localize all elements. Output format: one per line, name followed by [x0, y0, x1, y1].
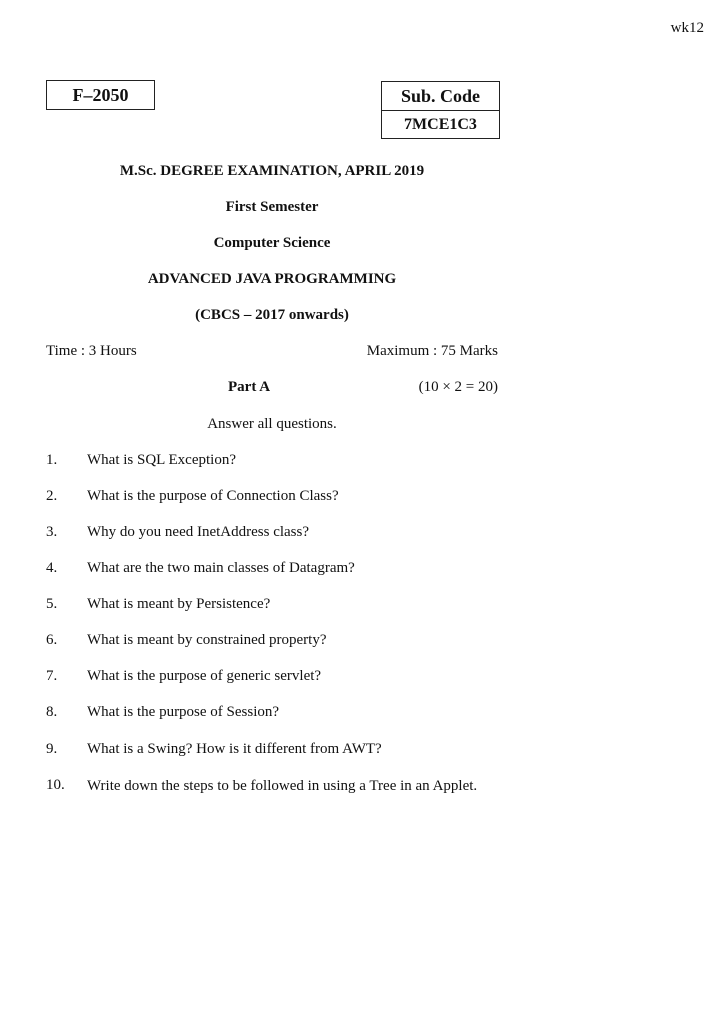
- question-number: 2.: [46, 488, 58, 504]
- question-text: What is meant by constrained property?: [87, 632, 327, 648]
- exam-title: M.Sc. DEGREE EXAMINATION, APRIL 2019: [119, 163, 425, 179]
- semester: First Semester: [225, 199, 319, 215]
- sub-code-box: [381, 81, 500, 139]
- question-text: What is the purpose of generic servlet?: [87, 668, 322, 684]
- question-text: What is a Swing? How is it different from AWT?: [87, 741, 382, 757]
- question-number: 7.: [46, 668, 58, 684]
- scheme: (CBCS – 2017 onwards): [195, 307, 349, 323]
- question-text: Write down the steps to be followed in using a Tree in an Applet.: [87, 778, 478, 794]
- question-text: What is the purpose of Session?: [87, 704, 280, 720]
- question-number: 3.: [46, 524, 58, 540]
- question-text: What is SQL Exception?: [87, 452, 236, 468]
- sub-code-value: 7MCE1C3: [404, 116, 477, 133]
- instruction: Answer all questions.: [207, 416, 337, 432]
- question-number: 8.: [46, 704, 58, 720]
- question-text: What is the purpose of Connection Class?: [87, 488, 339, 504]
- question-number: 6.: [46, 632, 58, 648]
- sub-code-label: Sub. Code: [382, 82, 499, 111]
- max-marks: Maximum : 75 Marks: [366, 343, 498, 359]
- part-title: Part A: [228, 379, 271, 395]
- department: Computer Science: [213, 235, 331, 251]
- exam-time: Time : 3 Hours: [46, 343, 137, 359]
- question-text: What is meant by Persistence?: [87, 596, 271, 612]
- watermark-code: wk12: [670, 20, 704, 36]
- question-text: What are the two main classes of Datagram?: [87, 560, 355, 576]
- course-title: ADVANCED JAVA PROGRAMMING: [147, 271, 397, 287]
- question-number: 9.: [46, 741, 58, 757]
- question-number: 5.: [46, 596, 58, 612]
- paper-code: F–2050: [72, 84, 129, 105]
- question-number: 10.: [46, 777, 65, 793]
- question-text: Why do you need InetAddress class?: [87, 524, 310, 540]
- question-number: 1.: [46, 452, 58, 468]
- paper-code-box: [46, 80, 155, 110]
- question-number: 4.: [46, 560, 58, 576]
- part-marks: (10 × 2 = 20): [418, 379, 498, 395]
